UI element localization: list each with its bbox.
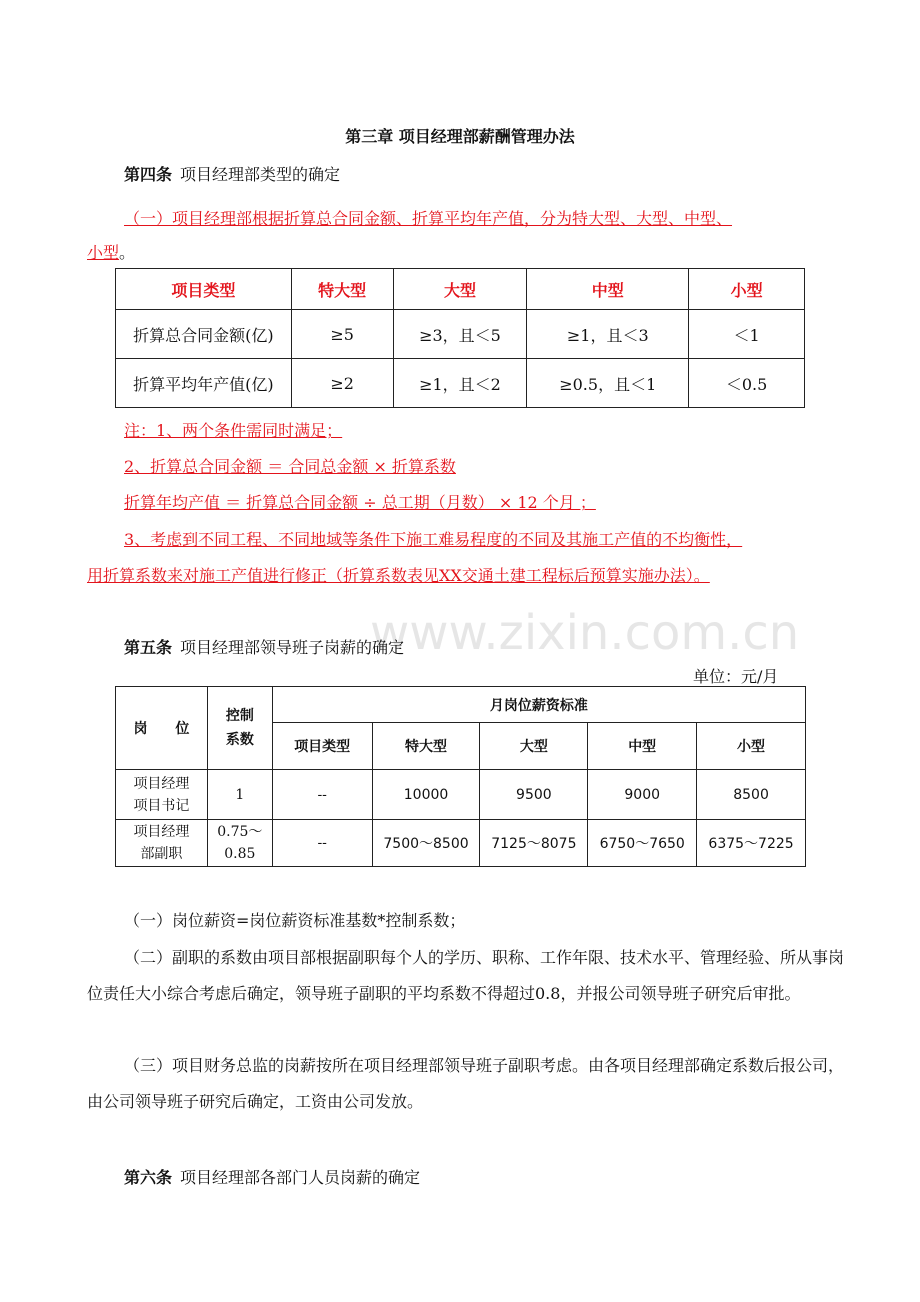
- salary-table: [115, 686, 806, 867]
- article4-intro-line2: [87, 240, 135, 263]
- salary-cell: 9500: [480, 770, 588, 820]
- salary-cell: 10000: [372, 770, 480, 820]
- salary-cell: 8500: [697, 770, 806, 820]
- article6-label: 第六条: [124, 1168, 173, 1187]
- salary-cell: 7500～8500: [372, 820, 480, 867]
- paragraph-1: （一）岗位薪资=岗位薪资标准基数*控制系数；: [124, 911, 466, 930]
- salary-cell: 9000: [588, 770, 697, 820]
- salary-header-row-1: [116, 687, 806, 723]
- header-cell: 中型: [527, 269, 689, 310]
- unit-label: 单位：元/月: [693, 667, 779, 686]
- table-cell: ≥2: [291, 359, 393, 408]
- table-cell: ≥1，且＜2: [393, 359, 527, 408]
- sub-header-cell: 中型: [588, 723, 697, 770]
- intro-line2-text: 小型: [87, 243, 120, 262]
- salary-standard-header: 月岗位薪资标准: [272, 687, 805, 723]
- note-1: 注：1、两个条件需同时满足；: [124, 421, 343, 440]
- type-cell: --: [272, 820, 372, 867]
- article4-title: 项目经理部类型的确定: [180, 165, 341, 184]
- coef-cell: 1: [207, 770, 272, 820]
- sub-header-cell: 大型: [480, 723, 588, 770]
- post-cell: 项目经理 部副职: [116, 820, 208, 867]
- coef-cell: 0.75～ 0.85: [207, 820, 272, 867]
- table-cell: ≥0.5，且＜1: [527, 359, 689, 408]
- table-cell: ≥3，且＜5: [393, 310, 527, 359]
- note-2: 2、折算总合同金额 ＝ 合同总金额 × 折算系数: [124, 457, 456, 476]
- article6-heading: [124, 1165, 420, 1188]
- note-3-cont: 用折算系数来对施工产值进行修正（折算系数表见XX交通土建工程标后预算实施办法）。: [87, 566, 710, 585]
- note-3: 3、考虑到不同工程、不同地域等条件下施工难易程度的不同及其施工产值的不均衡性，: [124, 530, 743, 549]
- header-cell: 项目类型: [116, 269, 292, 310]
- post-cell: 项目经理 项目书记: [116, 770, 208, 820]
- table-cell: ≥1，且＜3: [527, 310, 689, 359]
- table-row: [116, 770, 806, 820]
- row-label-cell: 折算平均年产值(亿): [116, 359, 292, 408]
- header-cell: 大型: [393, 269, 527, 310]
- watermark: www.zixin.com.cn: [370, 605, 800, 661]
- salary-cell: 6375～7225: [697, 820, 806, 867]
- type-cell: --: [272, 770, 372, 820]
- article4-label: 第四条: [124, 165, 173, 184]
- paragraph-2: （二）副职的系数由项目部根据副职每个人的学历、职称、工作年限、技术水平、管理经验、所从事岗位责任大小综合考虑后确定，领导班子副职的平均系数不得超过0.8，并报公司领导班子研究后审批。: [87, 948, 845, 1003]
- salary-cell: 7125～8075: [480, 820, 588, 867]
- project-type-table: [115, 268, 805, 408]
- paragraph-3: （三）项目财务总监的岗薪按所在项目经理部领导班子副职考虑。由各项目经理部确定系数后报公司，由公司领导班子研究后确定，工资由公司发放。: [87, 1056, 845, 1111]
- table-row: [116, 310, 805, 359]
- table-row: [116, 359, 805, 408]
- sub-header-cell: 小型: [697, 723, 806, 770]
- post-header: 岗 位: [116, 687, 208, 770]
- sub-header-cell: 项目类型: [272, 723, 372, 770]
- project-type-header-row: [116, 269, 805, 310]
- table-cell: ＜0.5: [689, 359, 805, 408]
- article5-title: 项目经理部领导班子岗薪的确定: [180, 638, 405, 657]
- table-row: [116, 820, 806, 867]
- coef-header: 控制 系数: [207, 687, 272, 770]
- table-cell: ＜1: [689, 310, 805, 359]
- sub-header-cell: 特大型: [372, 723, 480, 770]
- table-cell: ≥5: [291, 310, 393, 359]
- article6-title: 项目经理部各部门人员岗薪的确定: [180, 1168, 421, 1187]
- row-label-cell: 折算总合同金额(亿): [116, 310, 292, 359]
- note-2-formula: 折算年均产值 ＝ 折算总合同金额 ÷ 总工期（月数） × 12 个月 ；: [124, 493, 596, 512]
- intro-line2-end: 。: [119, 243, 136, 262]
- article4-intro-line1: （一）项目经理部根据折算总合同金额、折算平均年产值，分为特大型、大型、中型、: [124, 209, 733, 228]
- header-cell: 特大型: [291, 269, 393, 310]
- header-cell: 小型: [689, 269, 805, 310]
- salary-cell: 6750～7650: [588, 820, 697, 867]
- chapter-title: 第三章 项目经理部薪酬管理办法: [345, 127, 575, 146]
- article5-label: 第五条: [124, 638, 173, 657]
- article4-heading: [124, 162, 340, 185]
- article5-heading: [124, 635, 404, 658]
